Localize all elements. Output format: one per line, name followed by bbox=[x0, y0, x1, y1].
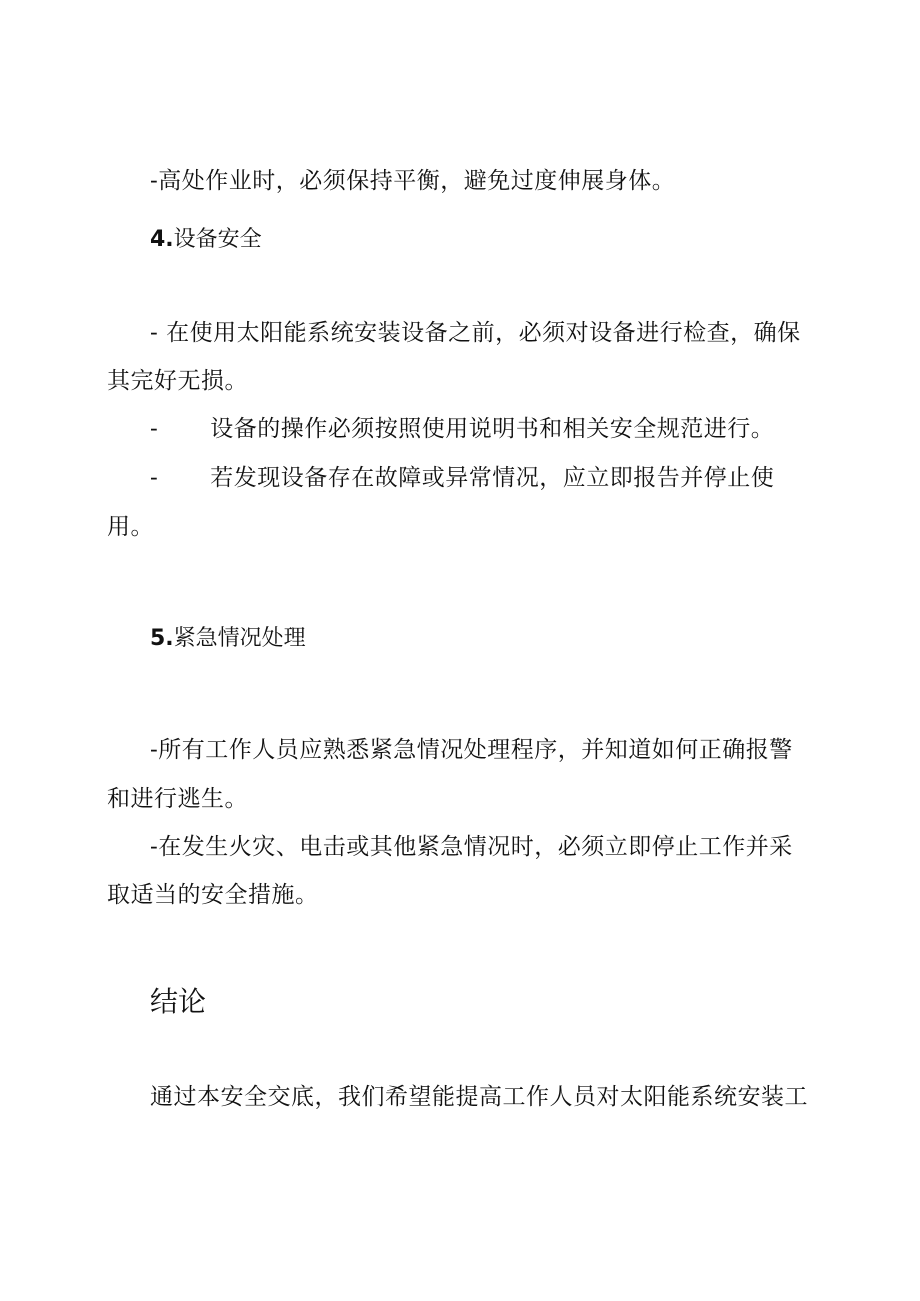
section-4-item-1-line-1: - 在使用太阳能系统安装设备之前，必须对设备进行检查，确保 bbox=[150, 320, 801, 346]
section-4-title: 设备安全 bbox=[173, 227, 262, 252]
section-4-item-3 bbox=[150, 463, 774, 493]
section-4-item-1-line-2: 其完好无损。 bbox=[107, 368, 248, 394]
section-4-heading bbox=[150, 225, 262, 255]
conclusion-title: 结论 bbox=[150, 985, 207, 1018]
conclusion-line-1: 通过本安全交底，我们希望能提高工作人员对太阳能系统安装工 bbox=[150, 1084, 808, 1110]
section-4-item-3-line-2: 用。 bbox=[107, 514, 154, 540]
section-5-title: 紧急情况处理 bbox=[173, 626, 306, 651]
section-4-item-3-dash: - bbox=[150, 465, 159, 491]
section-4-number: 4. bbox=[150, 227, 174, 252]
section-5-heading bbox=[150, 624, 306, 654]
section-5-item-1-line-2: 和进行逃生。 bbox=[107, 786, 248, 812]
balance-line: -高处作业时，必须保持平衡，避免过度伸展身体。 bbox=[150, 168, 676, 194]
section-4-item-2 bbox=[150, 414, 774, 444]
section-5-item-2-line-1: -在发生火灾、电击或其他紧急情况时，必须立即停止工作并采 bbox=[150, 834, 793, 860]
section-4-item-3-text: 若发现设备存在故障或异常情况，应立即报告并停止使 bbox=[210, 465, 775, 491]
section-5-item-2-line-2: 取适当的安全措施。 bbox=[107, 882, 319, 908]
section-4-item-2-text: 设备的操作必须按照使用说明书和相关安全规范进行。 bbox=[210, 416, 775, 442]
section-5-item-1-line-1: -所有工作人员应熟悉紧急情况处理程序，并知道如何正确报警 bbox=[150, 737, 793, 763]
section-5-number: 5. bbox=[150, 626, 174, 651]
section-4-item-2-dash: - bbox=[150, 416, 159, 442]
